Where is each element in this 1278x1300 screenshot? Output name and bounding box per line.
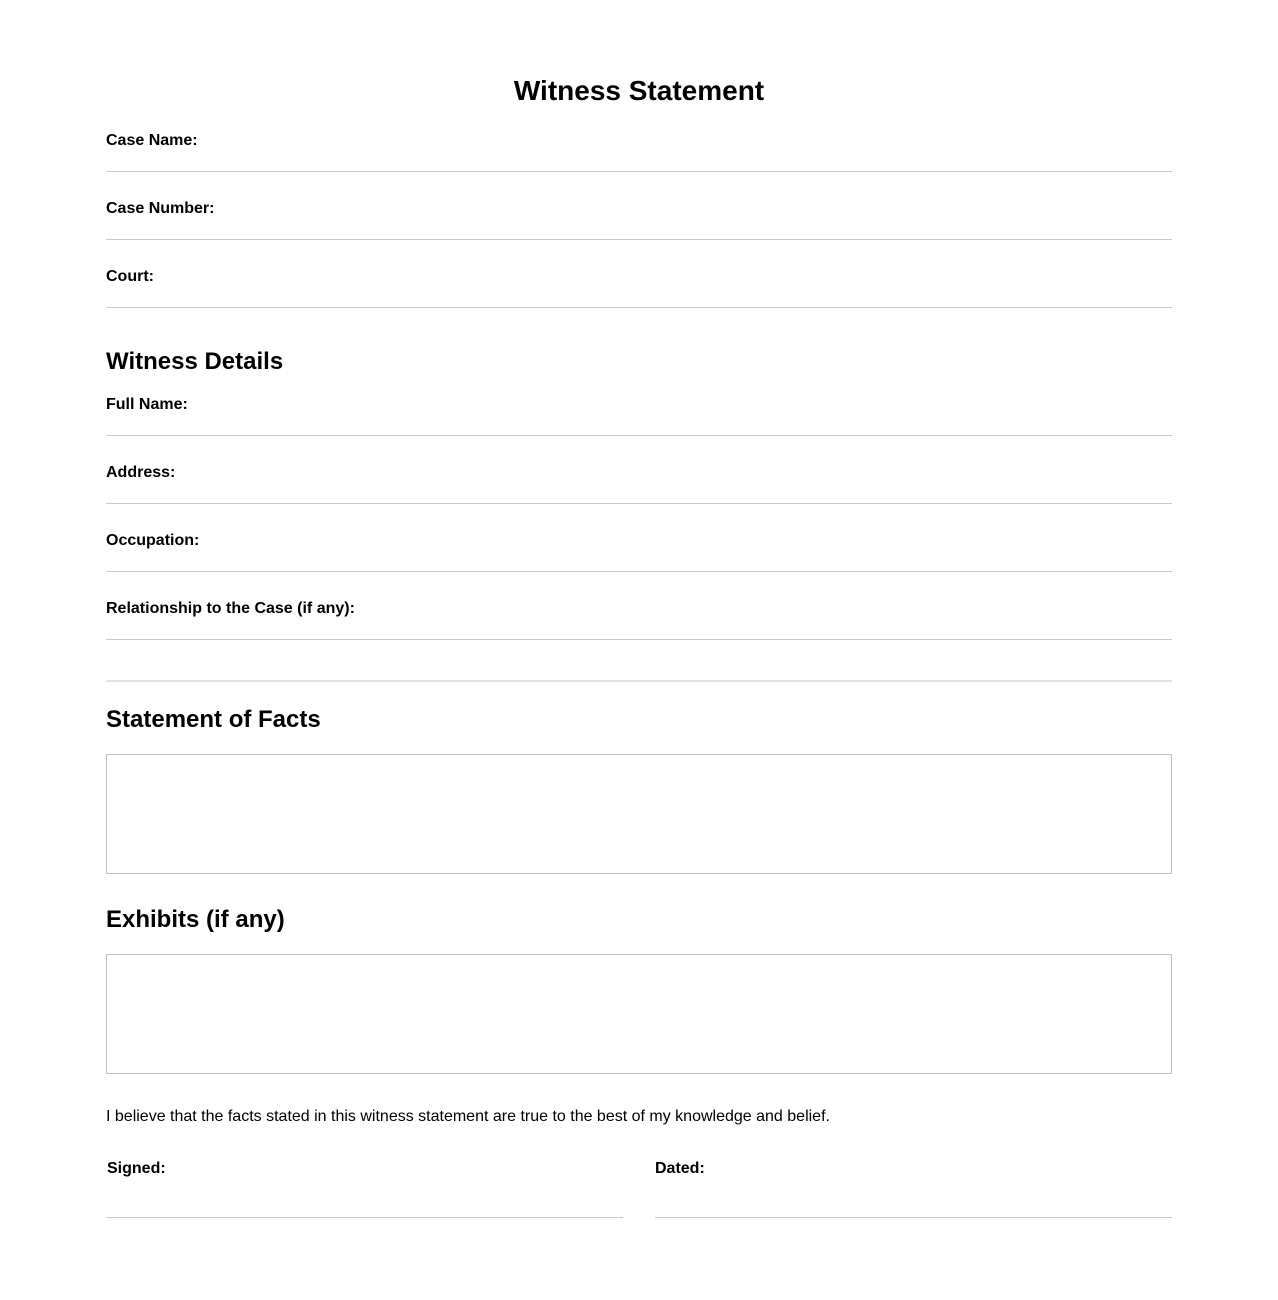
case-name-field bbox=[106, 131, 1172, 172]
address-field bbox=[106, 463, 1172, 504]
exhibits-textarea[interactable] bbox=[106, 954, 1172, 1074]
case-name-input[interactable] bbox=[106, 151, 1172, 171]
full-name-label: Full Name: bbox=[106, 396, 188, 413]
witness-details-heading: Witness Details bbox=[106, 348, 284, 375]
occupation-input[interactable] bbox=[106, 551, 1172, 571]
relationship-label: Relationship to the Case (if any): bbox=[106, 600, 355, 617]
address-input[interactable] bbox=[106, 483, 1172, 503]
section-divider bbox=[106, 680, 1172, 682]
case-number-label: Case Number: bbox=[106, 200, 215, 217]
full-name-field bbox=[106, 395, 1172, 436]
signed-input[interactable] bbox=[106, 1183, 623, 1213]
page-title: Witness Statement bbox=[513, 75, 765, 106]
relationship-input[interactable] bbox=[106, 619, 1172, 639]
dated-field bbox=[655, 1159, 1172, 1218]
case-number-input[interactable] bbox=[106, 219, 1172, 239]
full-name-input[interactable] bbox=[106, 415, 1172, 435]
case-name-label: Case Name: bbox=[106, 132, 198, 149]
relationship-field bbox=[106, 599, 1172, 640]
signed-label: Signed: bbox=[107, 1160, 166, 1177]
address-label: Address: bbox=[106, 464, 176, 481]
occupation-field bbox=[106, 531, 1172, 572]
dated-input[interactable] bbox=[655, 1183, 1172, 1213]
statement-of-facts-textarea[interactable] bbox=[106, 754, 1172, 874]
court-label: Court: bbox=[106, 268, 154, 285]
court-input[interactable] bbox=[106, 287, 1172, 307]
signed-field bbox=[106, 1159, 623, 1218]
declaration-text: I believe that the facts stated in this witness statement are true to the best of my knowledge and belief. bbox=[106, 1108, 830, 1125]
statement-of-facts-heading: Statement of Facts bbox=[106, 706, 321, 733]
court-field bbox=[106, 267, 1172, 308]
case-number-field bbox=[106, 199, 1172, 240]
exhibits-heading: Exhibits (if any) bbox=[106, 906, 285, 933]
dated-label: Dated: bbox=[655, 1160, 705, 1177]
occupation-label: Occupation: bbox=[106, 532, 200, 549]
